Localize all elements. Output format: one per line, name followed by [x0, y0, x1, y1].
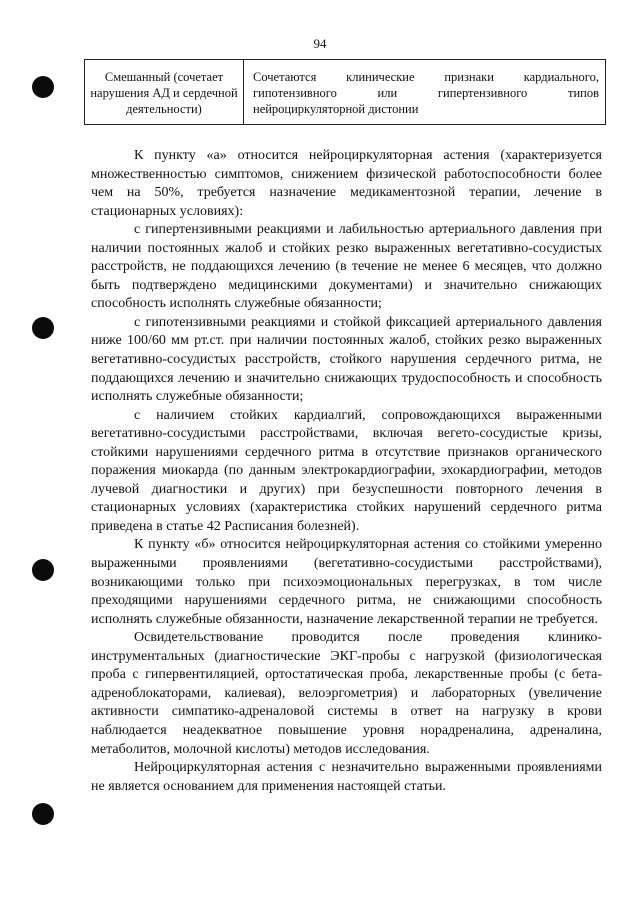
disorder-description-cell	[244, 60, 606, 125]
paragraph-minor-manifestations: Нейроциркуляторная астения с незначительно выраженными проявлениями не является основанием для применения настоящей статьи.	[91, 760, 602, 794]
paragraph-hypotensive: с гипотензивными реакциями и стойкой фиксацией артериального давления ниже 100/60 мм рт.ст. при наличии постоянных жалоб, стойких резко выраженных вегетативно-сосудистых расстройств, стойкого нарушения сердечного ритма, не поддающихся лечению и значительно снижающих трудоспособность и способность исполнять служебные обязанности;	[91, 314, 602, 405]
punch-hole-2	[32, 317, 54, 339]
page-number: 94	[313, 36, 327, 51]
paragraph-item-b: К пункту «б» относится нейроциркуляторная астения со стойкими умеренно выраженными проявлениями (вегетативно-сосудистыми расстройствами), возникающими только при психоэмоциональных перегрузках, в том числе преходящими нарушениями сердечного ритма, не снижающими способность исполнять служебные обязанности, назначение лекарственной терапии не требуется.	[91, 537, 602, 627]
punch-hole-3	[32, 559, 54, 581]
description-text-last-line: нейроциркуляторной дистонии	[253, 102, 419, 116]
paragraph-hypertensive: с гипертензивными реакциями и лабильностью артериального давления при наличии постоянных жалоб и стойких резко выраженных вегетативно-сосудистых расстройств, не поддающихся лечению (в течение не менее 6 месяцев, что должно быть подтверждено медицинскими документами) и значительно снижающих способность исполнять служебные обязанности;	[91, 222, 602, 312]
table-row	[85, 60, 606, 125]
paragraph-cardialgia: с наличием стойких кардиалгий, сопровождающихся выраженными вегетативно-сосудистыми расстройствами, включая вегето-сосудистые кризы, стойкими нарушениями сердечного ритма в отсутствие признаков органического поражения миокарда (по данным электрокардиографии, эхокардиографии, методов лучевой диагностики и других) при безуспешности повторного лечения в стационарных условиях (характеристика стойких нарушений сердечного ритма приведена в статье 42 Расписания болезней).	[91, 407, 602, 534]
paragraph-item-a: К пункту «а» относится нейроциркуляторная астения (характеризуется множественностью симптомов, снижением физической работоспособности более чем на 50%, требуется назначение медикаментозной терапии, лечение в стационарных условиях):	[91, 148, 602, 219]
paragraph-examination: Освидетельствование проводится после проведения клинико-инструментальных (диагностические ЭКГ-пробы с нагрузкой (физиологическая проба с гипервентиляцией, ортостатическая проба, лекарственные пробы (с бета-адреноблокаторами, калиевая), велоэргометрия) и лабораторных (увеличение активности симпатико-адреналовой системы в ответ на нагрузку в крови наблюдается неадекватное повышение уровня норадреналина, адреналина, метаболитов, молочной кислоты) методов исследования.	[91, 630, 602, 757]
disorder-type-cell: Смешанный (сочетает нарушения АД и сердечной деятельности)	[85, 60, 244, 125]
punch-hole-1	[32, 76, 54, 98]
punch-hole-4	[32, 803, 54, 825]
article-body	[91, 147, 602, 796]
criteria-table	[84, 59, 606, 125]
description-text: Сочетаются клинические признаки кардиального, гипотензивного или гипертензивного типов	[253, 70, 599, 100]
